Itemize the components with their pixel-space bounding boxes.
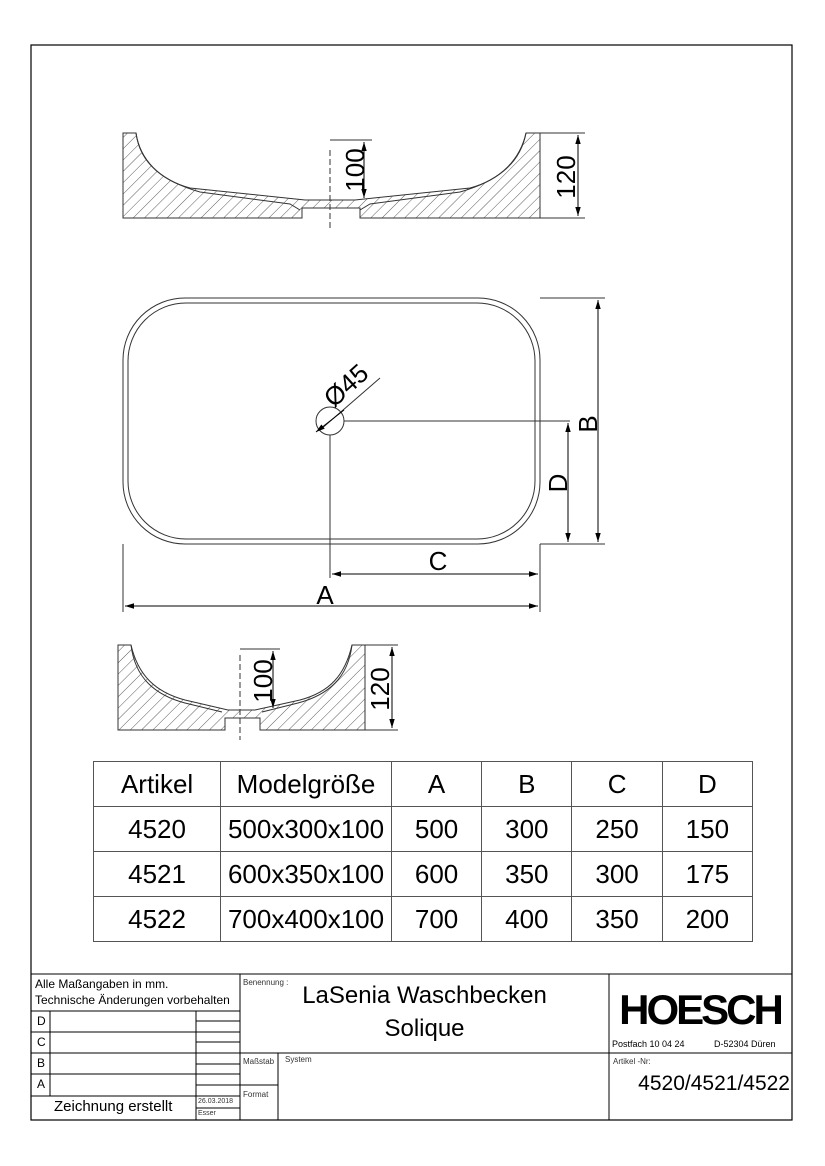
- system-label: System: [285, 1055, 312, 1064]
- table-header-cell: B: [482, 762, 572, 807]
- drawing-title: LaSenia Waschbecken: [302, 982, 547, 1009]
- table-cell: 500x300x100: [221, 807, 392, 852]
- revision-C: C: [37, 1035, 46, 1049]
- artikel-nr-label: Artikel -Nr:: [613, 1057, 651, 1066]
- table-cell: 200: [662, 897, 752, 942]
- table-cell: 300: [572, 852, 662, 897]
- dim-label-B: B: [572, 415, 603, 433]
- table-cell: 4521: [94, 852, 221, 897]
- format-label: Format: [243, 1090, 269, 1099]
- table-cell: 600x350x100: [221, 852, 392, 897]
- table-cell: 700: [391, 897, 481, 942]
- dim-label-100-top: 100: [339, 148, 370, 192]
- table-cell: 300: [482, 807, 572, 852]
- drawing-date: 26.03.2018: [198, 1098, 234, 1105]
- dimension-table: [93, 761, 753, 942]
- dim-label-C: C: [428, 546, 448, 576]
- table-row: [94, 807, 753, 852]
- table-cell: 500: [391, 807, 481, 852]
- dim-label-120-bottom: 120: [364, 667, 395, 711]
- revision-D: D: [37, 1014, 46, 1028]
- dim-label-D: D: [542, 473, 573, 493]
- table-row: [94, 852, 753, 897]
- benennung-label: Benennung :: [243, 978, 289, 987]
- dim-label-diameter: Ø45: [317, 357, 375, 413]
- drawing-author: Esser: [198, 1110, 216, 1117]
- table-header-row: [94, 762, 753, 807]
- table-cell: 700x400x100: [221, 897, 392, 942]
- hoesch-logo: HOESCH: [619, 986, 781, 1033]
- table-cell: 175: [662, 852, 752, 897]
- table-header-cell: Modelgröße: [221, 762, 392, 807]
- small-basin-outer-profile: [118, 645, 365, 730]
- table-cell: 4520: [94, 807, 221, 852]
- dim-label-A: A: [316, 580, 334, 610]
- massstab-label: Maßstab: [243, 1057, 275, 1066]
- plan-view: [123, 298, 605, 612]
- table-cell: 600: [391, 852, 481, 897]
- drawing-subtitle: Solique: [384, 1015, 465, 1042]
- table-cell: 150: [662, 807, 752, 852]
- table-cell: 350: [482, 852, 572, 897]
- note-line-1: Alle Maßangaben in mm.: [35, 977, 169, 991]
- revision-A: A: [37, 1077, 46, 1091]
- table-cell: 4522: [94, 897, 221, 942]
- revision-B: B: [37, 1056, 46, 1070]
- table-cell: 250: [572, 807, 662, 852]
- table-cell: 400: [482, 897, 572, 942]
- table-header-cell: Artikel: [94, 762, 221, 807]
- artikel-nr-value: 4520/4521/4522: [638, 1072, 790, 1095]
- address-postfach: Postfach 10 04 24: [612, 1039, 685, 1049]
- note-line-2: Technische Änderungen vorbehalten: [35, 993, 230, 1007]
- table-header-cell: A: [391, 762, 481, 807]
- table-header-cell: C: [572, 762, 662, 807]
- drawing-created-label: Zeichnung erstellt: [54, 1098, 173, 1115]
- table-cell: 350: [572, 897, 662, 942]
- dim-line-diameter: [316, 410, 344, 432]
- table-header-cell: D: [662, 762, 752, 807]
- dim-label-120-top: 120: [550, 155, 581, 199]
- basin-outer-profile: [123, 133, 540, 218]
- table-row: [94, 897, 753, 942]
- address-city: D-52304 Düren: [714, 1039, 776, 1049]
- dim-label-100-bottom: 100: [247, 659, 278, 703]
